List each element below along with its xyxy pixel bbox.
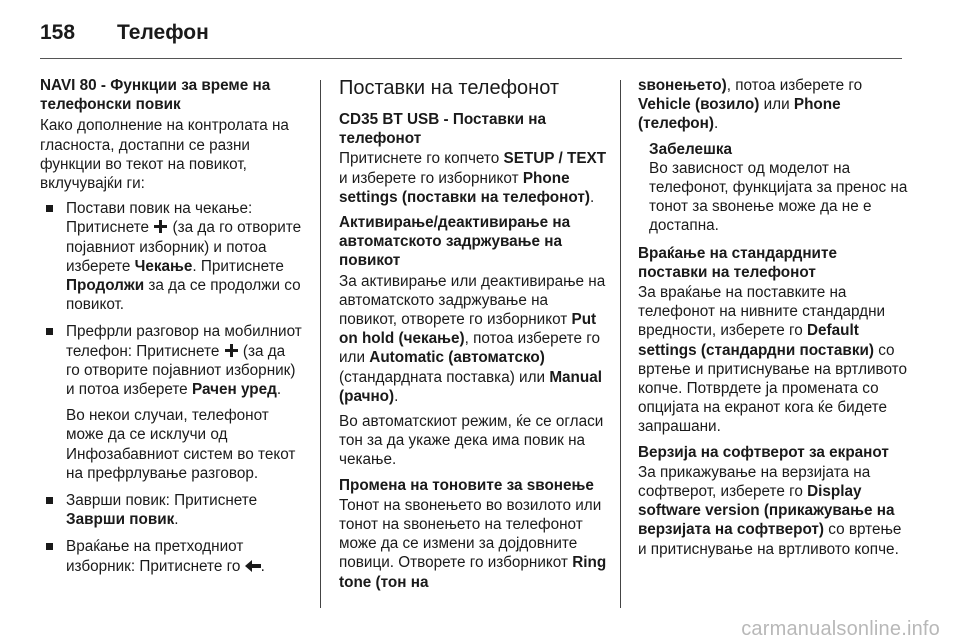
bullet-icon bbox=[46, 205, 53, 212]
note-text: Во зависност од моделот на телефонот, функцијата за пренос на тонот за ѕвонење може да не е достапна. bbox=[649, 159, 908, 235]
paragraph: За прикажување на верзијата на софтверот, изберете го Display software version (прикажување на верзијата на софтверот) со вртење и притиснување на вртливото копче. bbox=[638, 463, 902, 558]
subsection-heading: CD35 BT USB - Поставки на телефонот bbox=[339, 111, 546, 148]
right-column bbox=[638, 76, 908, 565]
page-title: Телефон bbox=[117, 21, 209, 44]
intro-text: Како дополнение на контролата на гласноста, достапни се разни функции во текот на повикот, вклучувајќи ги: bbox=[40, 117, 289, 193]
plus-icon bbox=[225, 344, 238, 357]
subsection-heading: Враќање на стандардните поставки на телефонот bbox=[638, 244, 837, 281]
plus-icon bbox=[154, 220, 167, 233]
list-item-extra: Во некои случаи, телефонот може да се исклучи од Инфозабавниот систем во текот на префрлување разговор. bbox=[66, 407, 296, 482]
note-title: Забелешка bbox=[649, 140, 732, 158]
bullet-icon bbox=[46, 328, 53, 335]
section-title: Поставки на телефонот bbox=[339, 77, 560, 99]
header-rule bbox=[40, 58, 902, 59]
column-divider-2 bbox=[620, 80, 621, 608]
back-arrow-icon bbox=[245, 560, 261, 572]
paragraph: Во автоматскиот режим, ќе се огласи тон за да укаже дека има повик на чекање. bbox=[339, 413, 604, 469]
column-divider-1 bbox=[320, 80, 321, 608]
bullet-icon bbox=[46, 497, 53, 504]
middle-column bbox=[339, 76, 609, 598]
bullet-icon bbox=[46, 543, 53, 550]
list-item: Заврши повик: Притиснете Заврши повик. bbox=[40, 491, 302, 529]
list-item: Постави повик на чекање: Притиснете (за да го отворите појавниот изборник) и потоа изберете Чекање. Притиснете Продолжи за да се продолжи со повикот. bbox=[40, 199, 302, 314]
paragraph: ѕвонењето), потоа изберете го Vehicle (возило) или Phone (телефон). bbox=[638, 77, 863, 133]
subsection-heading: Активирање/деактивирање на автоматското задржување на повикот bbox=[339, 214, 571, 270]
section-heading: NAVI 80 - Функции за време на телефонски повик bbox=[40, 77, 271, 114]
watermark: carmanualsonline.info bbox=[741, 618, 940, 640]
subsection-heading: Промена на тоновите за ѕвонење bbox=[339, 476, 594, 494]
paragraph: Тонот на ѕвонењето во возилото или тонот на ѕвонењето на телефонот може да се измени за дојдовните повици. Отворете го изборникот Ring tone (тон на bbox=[339, 496, 607, 591]
list-item: Префрли разговор на мобилниот телефон: Притиснете (за да го отворите појавниот изборник) и потоа изберете Рачен уред. Во некои случаи, телефонот може да се исклучи од Инфозабавниот систем во текот на префрлување разговор. bbox=[40, 322, 302, 483]
note-box bbox=[638, 140, 908, 236]
paragraph: Притиснете го копчето SETUP / TEXT и изберете го изборникот Phone settings (поставки на телефонот). bbox=[339, 150, 607, 206]
page-number: 158 bbox=[40, 21, 76, 44]
left-column bbox=[40, 76, 302, 584]
subsection-heading: Верзија на софтверот за екранот bbox=[638, 443, 889, 461]
paragraph: За активирање или деактивирање на автоматското задржување на повикот, отворете го изборникот Put on hold (чекање), потоа изберете го или Automatic (автоматско) (стандардната поставка) или Manual (рачно). bbox=[339, 272, 606, 405]
paragraph: За враќање на поставките на телефонот на нивните стандардни вредности, изберете го Default settings (стандардни поставки) со вртење и притиснување на вртливото копче. Потврдете ја промената со опцијата на екранот кога ќе бидете запрашани. bbox=[638, 284, 908, 436]
list-item: Враќање на претходниот изборник: Притиснете го . bbox=[40, 537, 302, 575]
